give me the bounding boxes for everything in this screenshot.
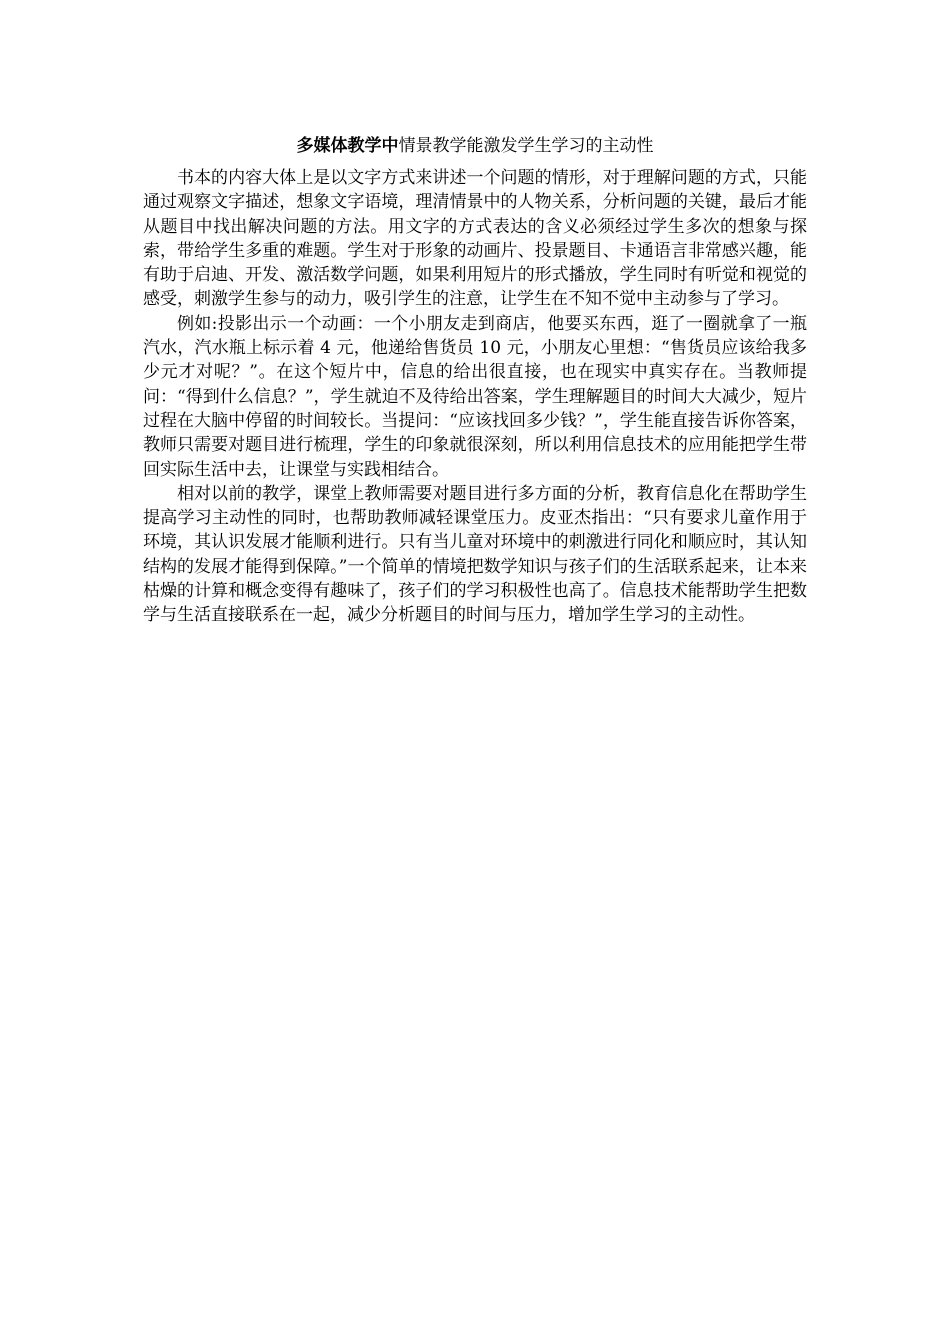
paragraph-intro: 书本的内容大体上是以文字方式来讲述一个问题的情形，对于理解问题的方式，只能通过观察文字描述，想象文字语境，理清情景中的人物关系，分析问题的关键，最后才能从题目中找出解决问题的方法。用文字的方式表达的含义必须经过学生多次的想象与探索，带给学生多重的难题。学生对于形象的动画片、投景题目、卡通语言非常感兴趣，能有助于启迪、开发、激活数学问题，如果利用短片的形式播放，学生同时有听觉和视觉的感受，刺激学生参与的动力，吸引学生的注意，让学生在不知不觉中主动参与了学习。	[143, 168, 807, 310]
title-bold-part: 多媒体教学中	[296, 136, 399, 156]
title-rest-part: 情景教学能激发学生学习的主动性	[398, 136, 654, 156]
paragraph-conclusion: 相对以前的教学，课堂上教师需要对题目进行多方面的分析，教育信息化在帮助学生提高学习主动性的同时，也帮助教师减轻课堂压力。皮亚杰指出：“只有要求儿童作用于环境，其认识发展才能顺利进行。只有当儿童对环境中的刺激进行同化和顺应时，其认知结构的发展才能得到保障。”一个简单的情境把数学知识与孩子们的生活联系起来，让本来枯燥的计算和概念变得有趣味了，孩子们的学习积极性也高了。信息技术能帮助学生把数学与生活直接联系在一起，减少分析题目的时间与压力，增加学生学习的主动性。	[143, 483, 807, 626]
document-body	[143, 134, 807, 628]
document-title	[143, 134, 807, 158]
paragraph-example: 例如:投影出示一个动画：一个小朋友走到商店，他要买东西，逛了一圈就拿了一瓶汽水，汽水瓶上标示着 4 元，他递给售货员 10 元，小朋友心里想：“售货员应该给我多少元才对呢？”。在这个短片中，信息的给出很直接，也在现实中真实存在。当教师提问：“得到什么信息？”，学生就迫不及待给出答案，学生理解题目的时间大大减少，短片过程在大脑中停留的时间较长。当提问：“应该找回多少钱？”，学生能直接告诉你答案，教师只需要对题目进行梳理，学生的印象就很深刻，所以利用信息技术的应用能把学生带回实际生活中去，让课堂与实践相结合。	[143, 313, 807, 480]
